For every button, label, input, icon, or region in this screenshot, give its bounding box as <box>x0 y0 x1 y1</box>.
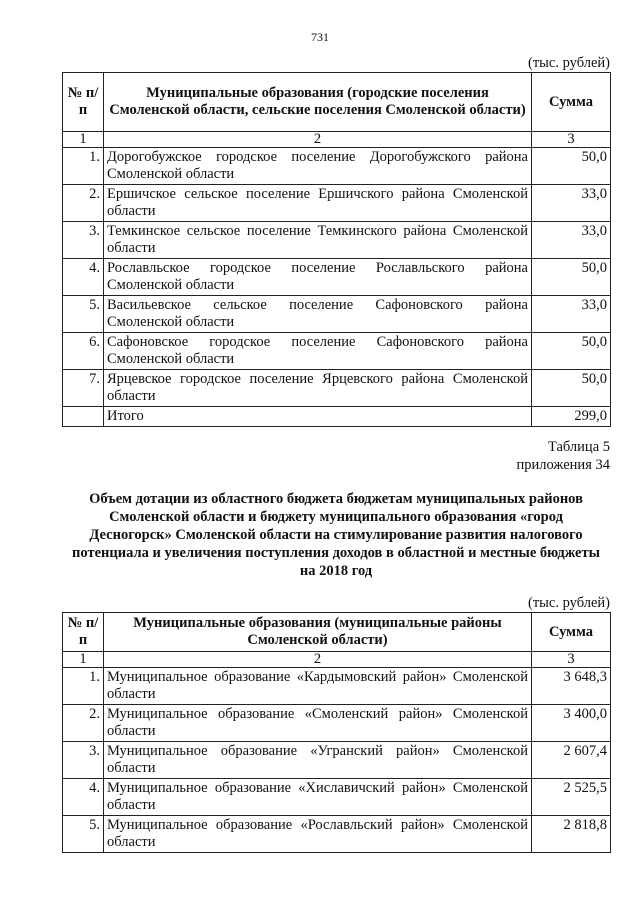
row-sum: 50,0 <box>532 259 611 296</box>
row-sum: 50,0 <box>532 370 611 407</box>
row-name: Ершичское сельское поселение Ершичского района Смоленской области <box>104 185 532 222</box>
table2-units: (тыс. рублей) <box>528 595 610 611</box>
row-num: 4. <box>63 779 104 816</box>
row-name: Ярцевское городское поселение Ярцевского района Смоленской области <box>104 370 532 407</box>
row-num: 4. <box>63 259 104 296</box>
table1-index-cell: 3 <box>532 132 611 148</box>
table5-label <box>517 438 610 474</box>
row-sum: 3 400,0 <box>532 705 611 742</box>
table1-row <box>63 333 611 370</box>
table2-index-cell: 2 <box>104 652 532 668</box>
table2-row <box>63 816 611 853</box>
table2-header-row <box>63 613 611 652</box>
table1-row <box>63 259 611 296</box>
row-num: 6. <box>63 333 104 370</box>
row-num: 5. <box>63 296 104 333</box>
table1-row <box>63 185 611 222</box>
table1-index-cell: 1 <box>63 132 104 148</box>
row-name: Муниципальное образование «Угранский район» Смоленской области <box>104 742 532 779</box>
row-name: Темкинское сельское поселение Темкинского района Смоленской области <box>104 222 532 259</box>
table2-row <box>63 668 611 705</box>
table5-label-line1: Таблица 5 <box>547 439 610 455</box>
row-sum: 33,0 <box>532 222 611 259</box>
table5-label-line2: приложения 34 <box>516 457 610 473</box>
table1-index-cell: 2 <box>104 132 532 148</box>
row-num: 5. <box>63 816 104 853</box>
row-sum: 2 525,5 <box>532 779 611 816</box>
table2-index-cell: 1 <box>63 652 104 668</box>
table1-header-num: № п/п <box>63 73 104 132</box>
table1-units: (тыс. рублей) <box>528 55 610 71</box>
table1-index-row <box>63 132 611 148</box>
page-number: 731 <box>311 30 329 44</box>
row-name: Муниципальное образование «Смоленский район» Смоленской области <box>104 705 532 742</box>
table1-row <box>63 296 611 333</box>
table2-index-cell: 3 <box>532 652 611 668</box>
row-num: 2. <box>63 185 104 222</box>
row-name: Рославльское городское поселение Рославльского района Смоленской области <box>104 259 532 296</box>
row-num: 3. <box>63 742 104 779</box>
row-num: 1. <box>63 148 104 185</box>
table2 <box>62 612 611 853</box>
total-sum: 299,0 <box>532 407 611 427</box>
table2-row <box>63 779 611 816</box>
total-num <box>63 407 104 427</box>
total-label: Итого <box>104 407 532 427</box>
row-num: 2. <box>63 705 104 742</box>
row-sum: 33,0 <box>532 185 611 222</box>
row-name: Муниципальное образование «Рославльский район» Смоленской области <box>104 816 532 853</box>
row-num: 7. <box>63 370 104 407</box>
table1 <box>62 72 611 427</box>
row-sum: 2 607,4 <box>532 742 611 779</box>
table2-header-sum: Сумма <box>532 613 611 652</box>
table1-total-row <box>63 407 611 427</box>
section-heading: Объем дотации из областного бюджета бюджетам муниципальных районов Смоленской области и бюджету муниципального образования «город Десногорск» Смоленской области на стимулирование развития налогового потенциала и увеличения поступления доходов в областной и местные бюджеты на 2018 год <box>72 491 600 579</box>
row-sum: 33,0 <box>532 296 611 333</box>
row-sum: 2 818,8 <box>532 816 611 853</box>
table1-header-sum: Сумма <box>532 73 611 132</box>
table2-row <box>63 705 611 742</box>
row-name: Дорогобужское городское поселение Дорогобужского района Смоленской области <box>104 148 532 185</box>
table1-row <box>63 148 611 185</box>
table1-header-row <box>63 73 611 132</box>
row-name: Муниципальное образование «Кардымовский район» Смоленской области <box>104 668 532 705</box>
table2-header-num: № п/п <box>63 613 104 652</box>
table1-row <box>63 222 611 259</box>
table1-row <box>63 370 611 407</box>
table2-header-name: Муниципальные образования (муниципальные районы Смоленской области) <box>104 613 532 652</box>
row-name: Муниципальное образование «Хиславичский район» Смоленской области <box>104 779 532 816</box>
table2-index-row <box>63 652 611 668</box>
table2-row <box>63 742 611 779</box>
row-name: Васильевское сельское поселение Сафоновского района Смоленской области <box>104 296 532 333</box>
row-sum: 3 648,3 <box>532 668 611 705</box>
row-num: 1. <box>63 668 104 705</box>
row-num: 3. <box>63 222 104 259</box>
row-name: Сафоновское городское поселение Сафоновского района Смоленской области <box>104 333 532 370</box>
table1-header-name: Муниципальные образования (городские поселения Смоленской области, сельские поселения Смоленской области) <box>104 73 532 132</box>
row-sum: 50,0 <box>532 148 611 185</box>
row-sum: 50,0 <box>532 333 611 370</box>
